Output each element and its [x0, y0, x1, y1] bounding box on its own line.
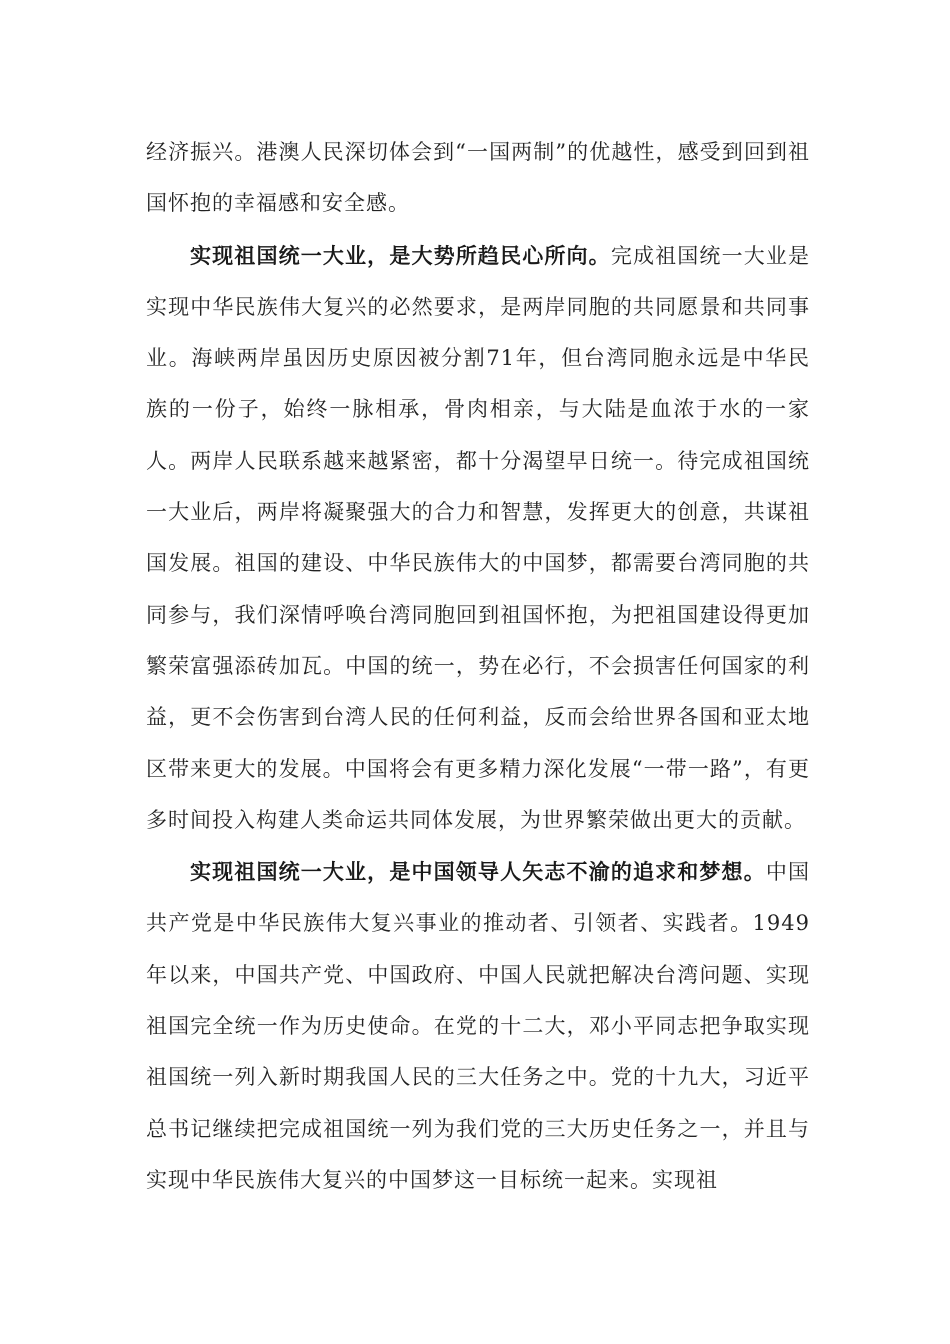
paragraph-text: 中国共产党是中华民族伟大复兴事业的推动者、引领者、实践者。1949年以来，中国共产党、中国政府、中国人民就把解决台湾问题、实现祖国完全统一作为历史使命。在党的十二大，邓小平同志把争取实现祖国统一列入新时期我国人民的三大任务之中。党的十九大，习近平总书记继续把完成祖国统一列为我们党的三大历史任务之一，并且与实现中华民族伟大复兴的中国梦这一目标统一起来。实现祖 — [146, 860, 811, 1192]
paragraph-text: 经济振兴。港澳人民深切体会到“一国两制”的优越性，感受到回到祖国怀抱的幸福感和安全感。 — [146, 140, 810, 216]
paragraph-text: 完成祖国统一大业是实现中华民族伟大复兴的必然要求，是两岸同胞的共同愿景和共同事业。海峡两岸虽因历史原因被分割71年，但台湾同胞永远是中华民族的一份子，始终一脉相承，骨肉相亲，与大陆是血浓于水的一家人。两岸人民联系越来越紧密，都十分渴望早日统一。待完成祖国统一大业后，两岸将凝聚强大的合力和智慧，发挥更大的创意，共谋祖国发展。祖国的建设、中华民族伟大的中国梦，都需要台湾同胞的共同参与，我们深情呼唤台湾同胞回到祖国怀抱，为把祖国建设得更加繁荣富强添砖加瓦。中国的统一，势在必行，不会损害任何国家的利益，更不会伤害到台湾人民的任何利益，反而会给世界各国和亚太地区带来更大的发展。中国将会有更多精力深化发展“一带一路”，有更多时间投入构建人类命运共同体发展，为世界繁荣做出更大的贡献。 — [146, 243, 811, 832]
paragraph-lead: 实现祖国统一大业，是大势所趋民心所向。 — [190, 242, 611, 268]
paragraph-continuation — [146, 126, 810, 230]
paragraph-leaders-pursuit — [146, 846, 810, 1206]
document-body — [146, 126, 810, 1206]
paragraph-lead: 实现祖国统一大业，是中国领导人矢志不渝的追求和梦想。 — [190, 859, 766, 885]
paragraph-unification-trend — [146, 230, 810, 847]
